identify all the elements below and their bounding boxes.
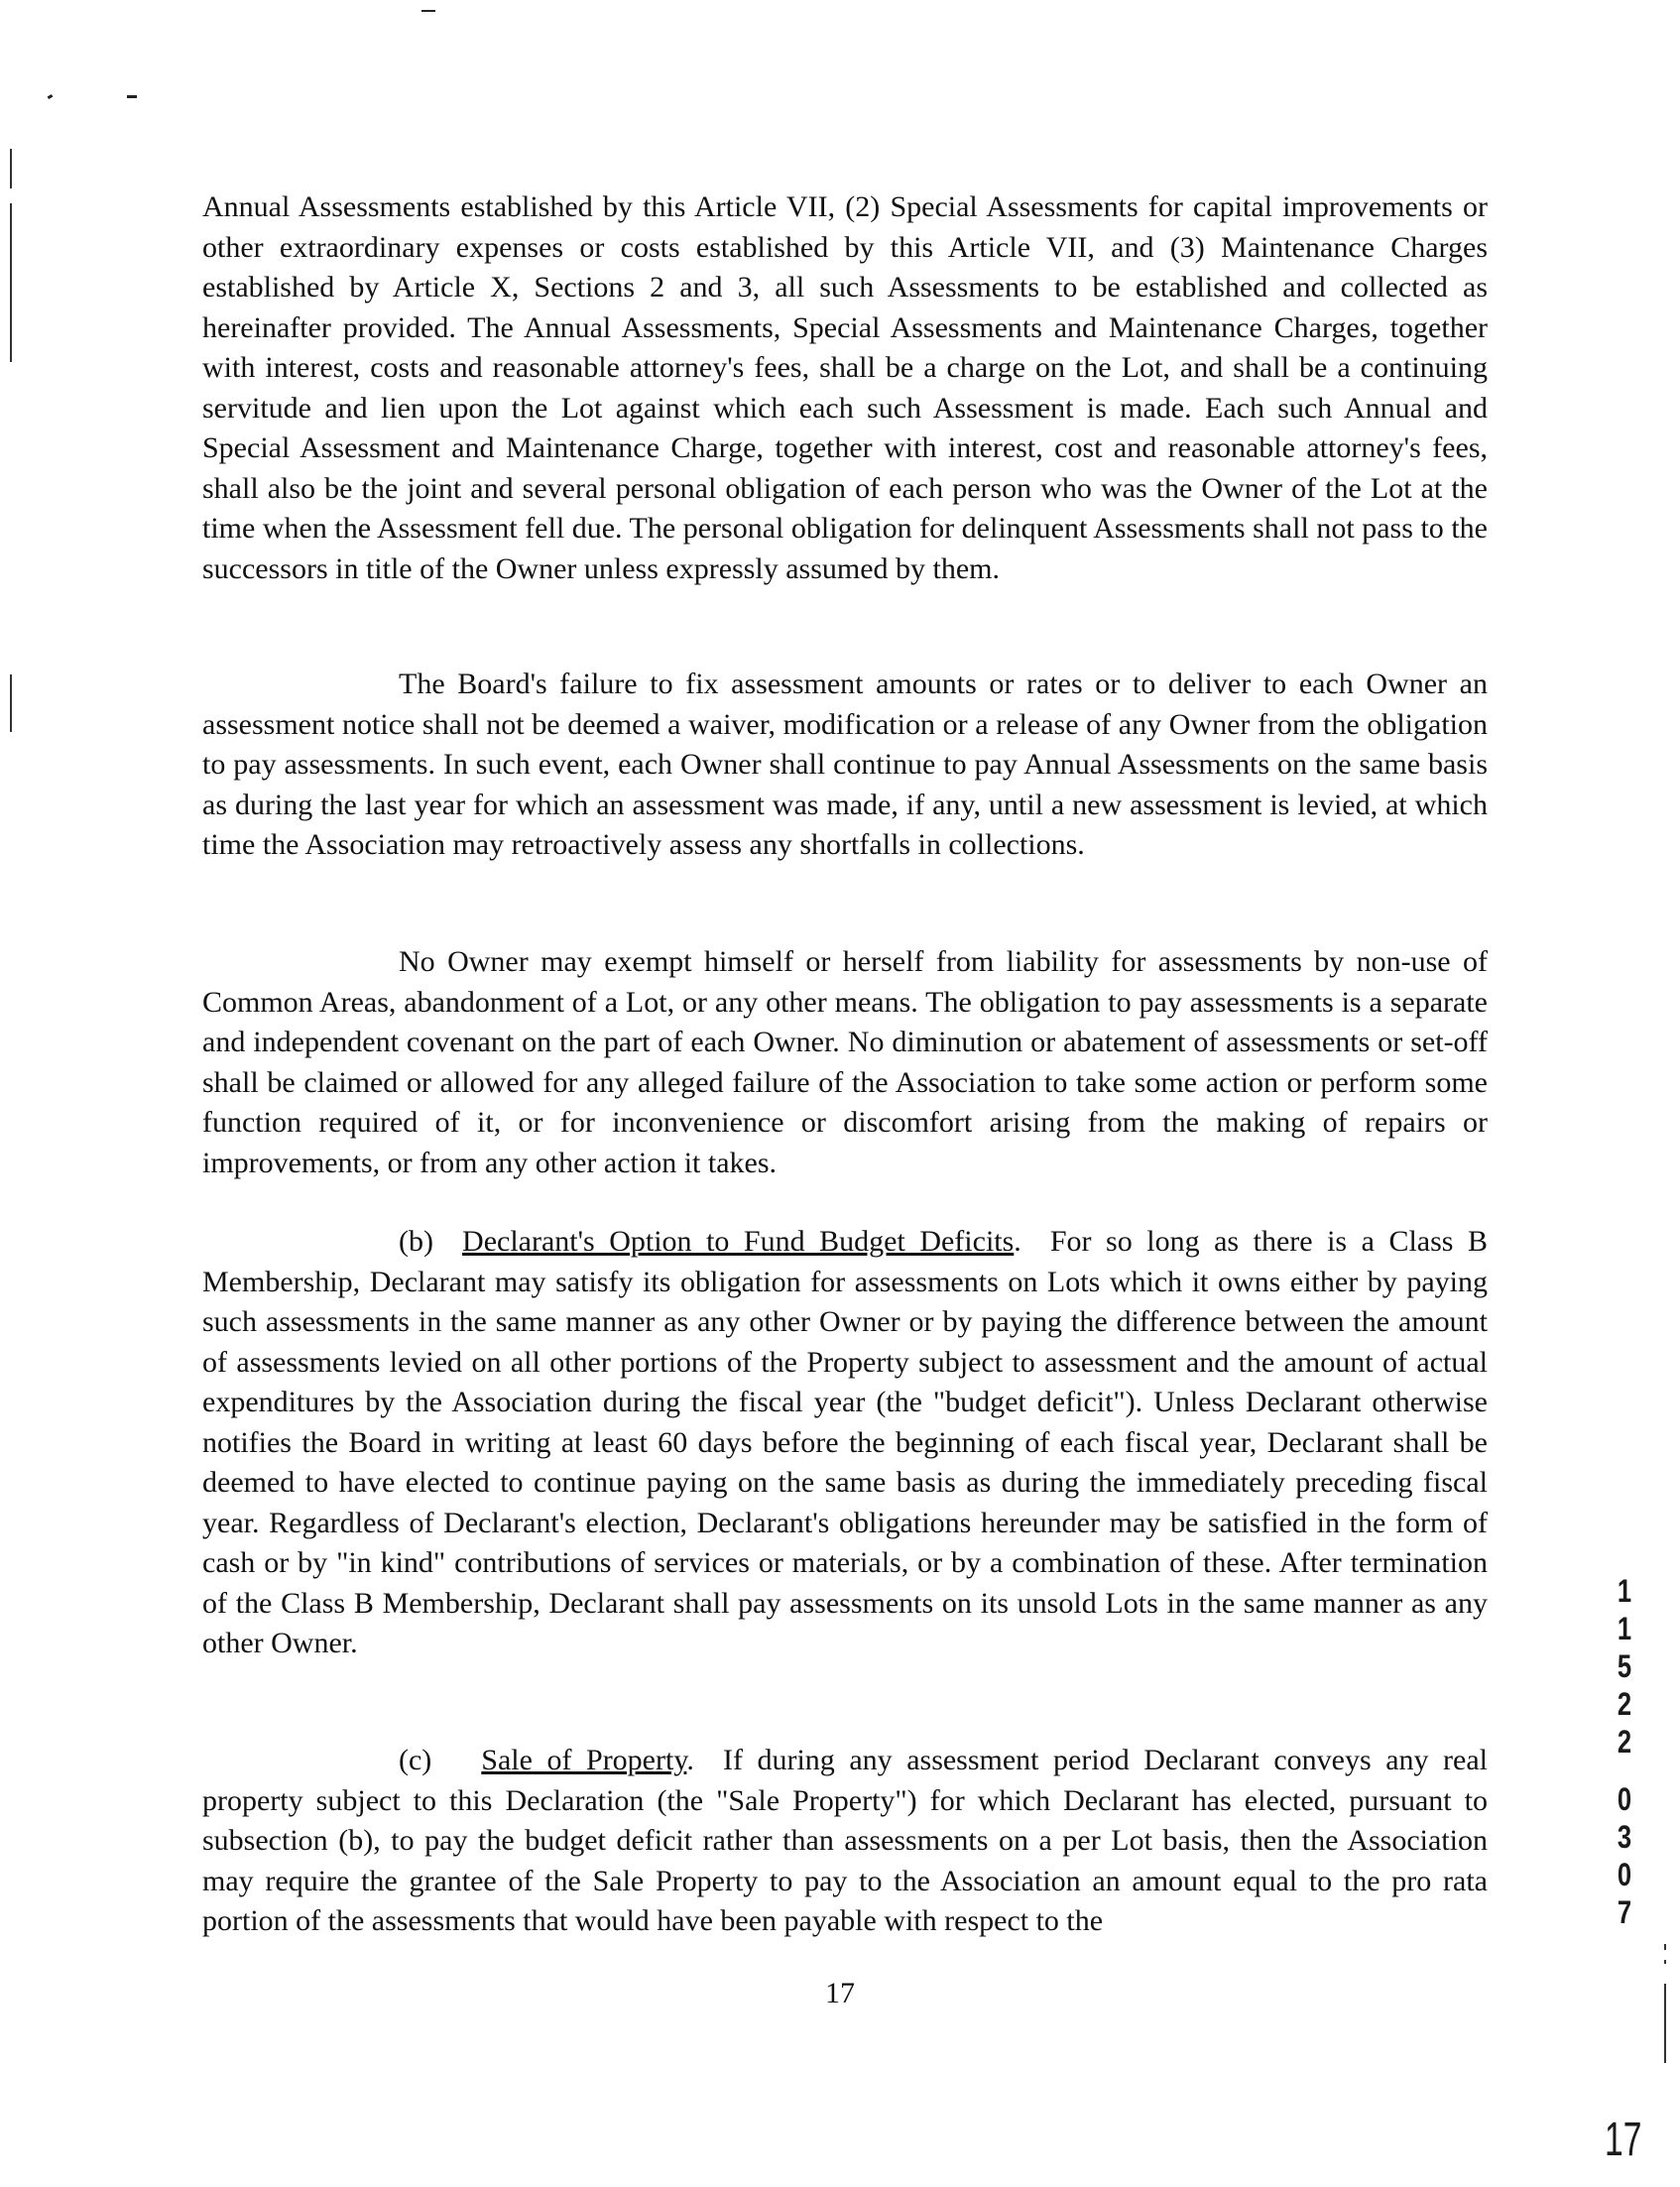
subsection-c-text: If during any assessment period Declarant conveys any real property subject to this Declaration (the "Sale Property") for which Declarant has elected, pursuant to subsection (b), to pay the budget deficit rather than assessments on a per Lot basis, then the Association may require the grantee of the Sale Property to pay to the Association an amount equal to the pro rata portion of the assessments that would have been payable with respect to the: [202, 1744, 1489, 1937]
side-stamp-digit: 7: [1617, 1894, 1632, 1930]
subsection-b-label: (b): [399, 1225, 433, 1258]
side-stamp-digit: 2: [1617, 1724, 1632, 1760]
side-stamp-top: [1609, 1572, 1640, 1761]
corner-page-number: 17: [1605, 2114, 1642, 2166]
page-number: 17: [825, 1977, 855, 2009]
side-stamp-digit: 1: [1617, 1573, 1632, 1609]
side-stamp-digit: 3: [1617, 1819, 1632, 1855]
side-stamp-digit: 0: [1617, 1857, 1632, 1892]
paragraph-annual-assessments: Annual Assessments established by this Article VII, (2) Special Assessments for capital improvements or other extraordinary expenses or costs established by this Article VII, and (3) Maintenance Charges established by Article X, Sections 2 and 3, all such Assessments to be established and collected as hereinafter provided. The Annual Assessments, Special Assessments and Maintenance Charges, together with interest, costs and reasonable attorney's fees, shall be a charge on the Lot, and shall be a continuing servitude and lien upon the Lot against which each such Assessment is made. Each such Annual and Special Assessment and Maintenance Charge, together with interest, cost and reasonable attorney's fees, shall also be the joint and several personal obligation of each person who was the Owner of the Lot at the time when the Assessment fell due. The personal obligation for delinquent Assessments shall not pass to the successors in title of the Owner unless expressly assumed by them.: [202, 190, 1488, 585]
margin-bar-right-2: [1664, 1960, 1666, 1964]
margin-bar-1: [10, 149, 12, 188]
side-stamp-bottom: [1609, 1780, 1640, 1931]
margin-bar-3: [10, 674, 12, 732]
subsection-c: [202, 1741, 1488, 1942]
subsection-c-heading: Sale of Property: [481, 1744, 687, 1776]
margin-bar-right-1: [1664, 1944, 1666, 1950]
scan-mark-left-2: [127, 95, 137, 98]
paragraph-board-failure: The Board's failure to fix assessment amounts or rates or to deliver to each Owner an assessment notice shall not be deemed a waiver, modification or a release of any Owner from the obligation to pay assessments. In such event, each Owner shall continue to pay Annual Assessments on the same basis as during the last year for which an assessment was made, if any, until a new assessment is levied, at which time the Association may retroactively assess any shortfalls in collections.: [202, 668, 1488, 861]
scan-mark-top: [421, 10, 435, 12]
side-stamp-digit: 5: [1617, 1648, 1632, 1684]
paragraph-no-exemption: No Owner may exempt himself or herself from liability for assessments by non-use of Common Areas, abandonment of a Lot, or any other means. The obligation to pay assessments is a separate and independent covenant on the part of each Owner. No diminution or abatement of assessments or set-off shall be claimed or allowed for any alleged failure of the Association to take some action or perform some function required of it, or for inconvenience or discomfort arising from the making of repairs or improvements, or from any other action it takes.: [202, 945, 1488, 1179]
side-stamp-digit: 0: [1617, 1781, 1632, 1817]
margin-bar-2: [10, 203, 12, 362]
subsection-c-label: (c): [399, 1744, 432, 1776]
scan-mark-left-1: [48, 94, 54, 99]
subsection-b-heading: Declarant's Option to Fund Budget Deficits: [462, 1225, 1015, 1258]
subsection-b-heading-period: .: [1014, 1225, 1021, 1258]
subsection-b-text: For so long as there is a Class B Membership, Declarant may satisfy its obligation for assessments on Lots which it owns either by paying such assessments in the same manner as any other Owner or by paying the difference between the amount of assessments levied on all other portions of the Property subject to assessment and the amount of actual expenditures by the Association during the fiscal year (the "budget deficit"). Unless Declarant otherwise notifies the Board in writing at least 60 days before the beginning of each fiscal year, Declarant shall be deemed to have elected to continue paying on the same basis as during the immediately preceding fiscal year. Regardless of Declarant's election, Declarant's obligations hereunder may be satisfied in the form of cash or by "in kind" contributions of services or materials, or by a combination of these. After termination of the Class B Membership, Declarant shall pay assessments on its unsold Lots in the same manner as any other Owner.: [202, 1225, 1488, 1659]
subsection-b: [202, 1222, 1488, 1664]
subsection-c-heading-period: .: [686, 1744, 694, 1776]
side-stamp-digit: 2: [1617, 1686, 1632, 1722]
side-stamp-digit: 1: [1617, 1611, 1632, 1646]
